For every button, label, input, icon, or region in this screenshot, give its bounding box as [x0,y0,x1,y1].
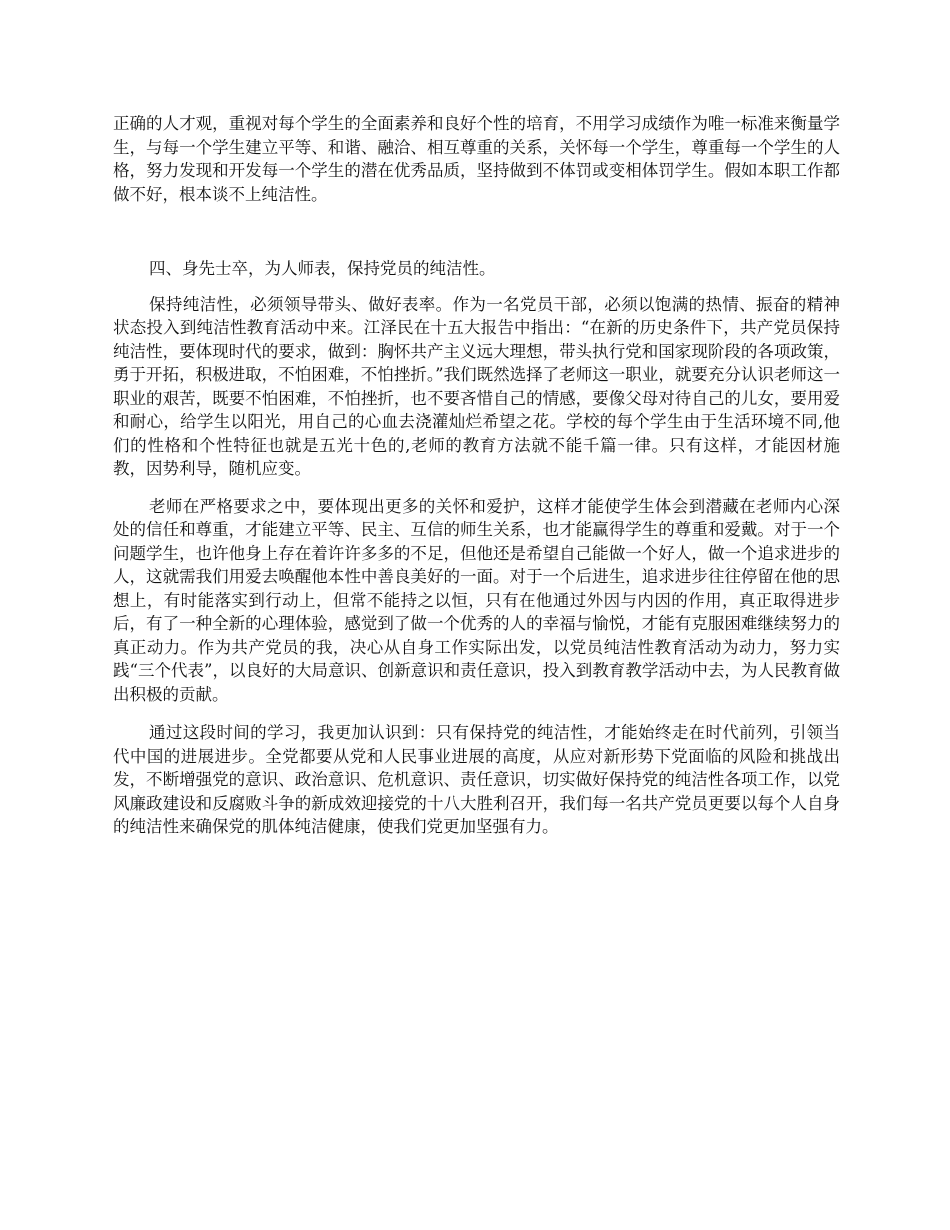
paragraph-continuation: 正确的人才观，重视对每个学生的全面素养和良好个性的培育，不用学习成绩作为唯一标准来衡量学生，与每一个学生建立平等、和谐、融洽、相互尊重的关系，关怀每一个学生，尊重每一个学生的人格，努力发现和开发每一个学生的潜在优秀品质，坚持做到不体罚或变相体罚学生。假如本职工作都做不好，根本谈不上纯洁性。 [113,114,840,204]
paragraph-party-example: 保持纯洁性，必须领导带头、做好表率。作为一名党员干部，必须以饱满的热情、振奋的精神状态投入到纯洁性教育活动中来。江泽民在十五大报告中指出：“在新的历史条件下，共产党员保持纯洁性，要体现时代的要求，做到：胸怀共产主义远大理想，带头执行党和国家现阶段的各项政策，勇于开拓，积极进取，不怕困难，不怕挫折。”我们既然选择了老师这一职业，就要充分认识老师这一职业的艰苦，既要不怕困难，不怕挫折，也不要吝惜自己的情感，要像父母对待自己的儿女，要用爱和耐心，给学生以阳光，用自己的心血去浇灌灿烂希望之花。学校的每个学生由于生活环境不同,他们的性格和个性特征也就是五光十色的,老师的教育方法就不能千篇一律。只有这样，才能因材施教，因势利导，随机应变。 [113,294,840,478]
document-page [113,112,840,839]
paragraph-conclusion: 通过这段时间的学习，我更加认识到：只有保持党的纯洁性，才能始终走在时代前列，引领当代中国的进展进步。全党都要从党和人民事业进展的高度，从应对新形势下党面临的风险和挑战出发，不断增强党的意识、政治意识、危机意识、责任意识，切实做好保持党的纯洁性各项工作，以党风廉政建设和反腐败斗争的新成效迎接党的十八大胜利召开，我们每一名共产党员更要以每个人自身的纯洁性来确保党的肌体纯洁健康，使我们党更加坚强有力。 [113,723,840,836]
paragraph-teacher-care: 老师在严格要求之中，要体现出更多的关怀和爱护，这样才能使学生体会到潜藏在老师内心深处的信任和尊重，才能建立平等、民主、互信的师生关系，也才能赢得学生的尊重和爱戴。对于一个问题学生，也许他身上存在着许许多多的不足，但他还是希望自己能做一个好人，做一个追求进步的人，这就需我们用爱去唤醒他本性中善良美好的一面。对于一个后进生，追求进步往往停留在他的思想上，有时能落实到行动上，但常不能持之以恒，只有在他通过外因与内因的作用，真正取得进步后，有了一种全新的心理体验，感觉到了做一个优秀的人的幸福与愉悦，才能有克服困难继续努力的真正动力。作为共产党员的我，决心从自身工作实际出发，以党员纯洁性教育活动为动力，努力实践“三个代表”，以良好的大局意识、创新意识和责任意识，投入到教育教学活动中去，为人民教育做出积极的贡献。 [113,496,840,704]
section-heading: 四、身先士卒，为人师表，保持党员的纯洁性。 [149,259,496,278]
